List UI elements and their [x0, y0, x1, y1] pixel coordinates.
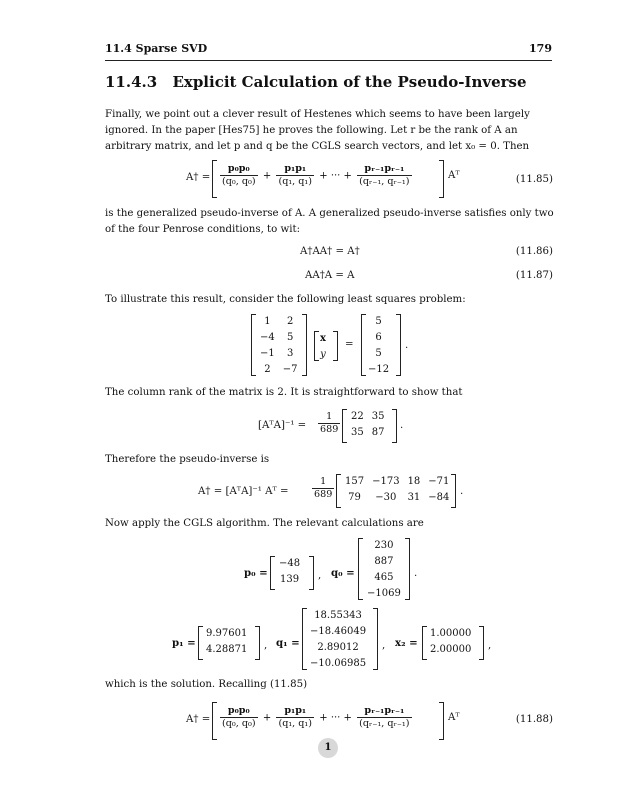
section-number: 11.4.3 — [105, 73, 158, 91]
equation-11-88 — [186, 702, 486, 742]
eq-label-11-85: (11.85) — [515, 174, 553, 185]
equation-11-85 — [186, 160, 486, 200]
eq-11-85-lhs: A† = — [186, 172, 211, 183]
eq-label-11-87: (11.87) — [515, 270, 553, 281]
page-badge[interactable]: 1 — [318, 738, 338, 758]
eq-11-85-tail: Aᵀ — [448, 170, 460, 181]
p1-vector: 9.97601 4.28871 — [198, 626, 260, 660]
running-header — [105, 42, 552, 60]
paragraph-least-squares: To illustrate this result, consider the following least squares problem: — [105, 294, 466, 305]
eq-11-88-tail: Aᵀ — [448, 712, 460, 723]
eq-label-11-86: (11.86) — [515, 246, 553, 257]
para2-line-2: of the four Penrose conditions, to wit: — [105, 224, 301, 235]
ls-rhs: 5 6 5 −12 — [361, 314, 401, 376]
eq-11-88-lhs: A† = — [186, 714, 211, 725]
intro-line-1: Finally, we point out a clever result of Hestenes which seems to have been largely — [105, 109, 530, 120]
equation-11-86: A†AA† = A† — [300, 246, 360, 257]
step1-comma-1: , — [264, 640, 268, 651]
step1-comma-3: , — [488, 640, 492, 651]
section-title — [105, 73, 527, 91]
header-rule — [105, 60, 552, 61]
ls-period: . — [405, 340, 409, 351]
eq-11-88-bracket: $\frac{\text{p₀p₀}}{\text{(q₀, q₀)}}$ + $\frac{\text{p₁p₁}}{\text{(q₁, q₁)}}$ + ··· + $\frac{\text{pᵣ₋₁pᵣ₋₁}}{\text{(qᵣ₋₁, qᵣ₋₁)}}$ — [212, 702, 444, 740]
header-page-number: 179 — [529, 42, 552, 55]
para2-line-1: is the generalized pseudo-inverse of A. A generalized pseudo-inverse satisfies only two — [105, 208, 554, 219]
x2-label: x₂ = — [395, 637, 418, 649]
step0-period: . — [414, 568, 418, 579]
q1-label: q₁ = — [276, 637, 300, 649]
step1-comma-2: , — [382, 640, 386, 651]
ata-inverse-matrix: 22 35 35 87 — [342, 409, 397, 443]
paragraph-cgls: Now apply the CGLS algorithm. The relevant calculations are — [105, 518, 424, 529]
pseudo-inverse-period: . — [460, 486, 464, 497]
eq-label-11-88: (11.88) — [515, 714, 553, 725]
equation-11-87: AA†A = A — [305, 270, 355, 281]
header-section: 11.4 Sparse SVD — [105, 42, 208, 55]
eq-11-88-term-r: $\frac{\text{pᵣ₋₁pᵣ₋₁}}{\text{(qᵣ₋₁, qᵣ₋₁)}}$ — [359, 705, 410, 729]
pseudo-inverse-lhs: A† = [AᵀA]⁻¹ Aᵀ = — [198, 486, 289, 497]
intro-line-2: ignored. In the paper [Hes75] he proves the following. Let r be the rank of A an — [105, 125, 518, 136]
ls-equals: = — [345, 339, 354, 350]
ata-inverse-fraction: $\frac{1}{689}$ — [320, 411, 339, 435]
ls-unknowns: x y — [314, 331, 338, 361]
eq-11-88-term-1: $\frac{\text{p₁p₁}}{\text{(q₁, q₁)}}$ — [278, 705, 313, 729]
x2-vector: 1.00000 2.00000 — [422, 626, 484, 660]
paragraph-solution: which is the solution. Recalling (11.85) — [105, 679, 308, 690]
eq-11-85-term-r: $\frac{\text{pᵣ₋₁pᵣ₋₁}}{\text{(qᵣ₋₁, qᵣ₋₁)}}$ — [359, 163, 410, 187]
q0-vector: 230 887 465 −1069 — [358, 538, 410, 600]
ata-inverse-lhs: [AᵀA]⁻¹ = — [258, 420, 307, 431]
intro-paragraph — [105, 107, 555, 155]
ls-matrix: 1 2 −4 5 −1 3 2 −7 — [251, 314, 307, 376]
section-title-text: Explicit Calculation of the Pseudo-Inverse — [172, 73, 527, 91]
pseudo-inverse-matrix: 157 −173 18 −71 79 −30 31 −84 — [336, 474, 456, 508]
paragraph-penrose — [105, 206, 555, 238]
p1-label: p₁ = — [172, 637, 196, 649]
intro-line-3: arbitrary matrix, and let p and q be the CGLS search vectors, and let x₀ = 0. Then — [105, 141, 530, 152]
pseudo-inverse-fraction: $\frac{1}{689}$ — [314, 476, 333, 500]
step0-comma: , — [318, 570, 322, 581]
paragraph-therefore: Therefore the pseudo-inverse is — [105, 454, 270, 465]
ata-inverse-period: . — [400, 420, 404, 431]
eq-11-88-term-0: $\frac{\text{p₀p₀}}{\text{(q₀, q₀)}}$ — [222, 705, 256, 729]
eq-11-85-term-1: $\frac{\text{p₁p₁}}{\text{(q₁, q₁)}}$ — [278, 163, 313, 187]
p0-vector: −48 139 — [270, 556, 314, 590]
p0-label: p₀ = — [244, 567, 268, 579]
eq-11-85-bracket: $\frac{\text{p₀p₀}}{\text{(q₀, q₀)}}$ + $\frac{\text{p₁p₁}}{\text{(q₁, q₁)}}$ + ··· + $\frac{\text{pᵣ₋₁pᵣ₋₁}}{\text{(qᵣ₋₁, qᵣ₋₁)}}$ — [212, 160, 444, 198]
q1-vector: 18.55343 −18.46049 2.89012 −10.06985 — [302, 608, 378, 670]
q0-label: q₀ = — [331, 567, 355, 579]
paragraph-column-rank: The column rank of the matrix is 2. It is straightforward to show that — [105, 387, 463, 398]
eq-11-85-term-0: $\frac{\text{p₀p₀}}{\text{(q₀, q₀)}}$ — [222, 163, 256, 187]
